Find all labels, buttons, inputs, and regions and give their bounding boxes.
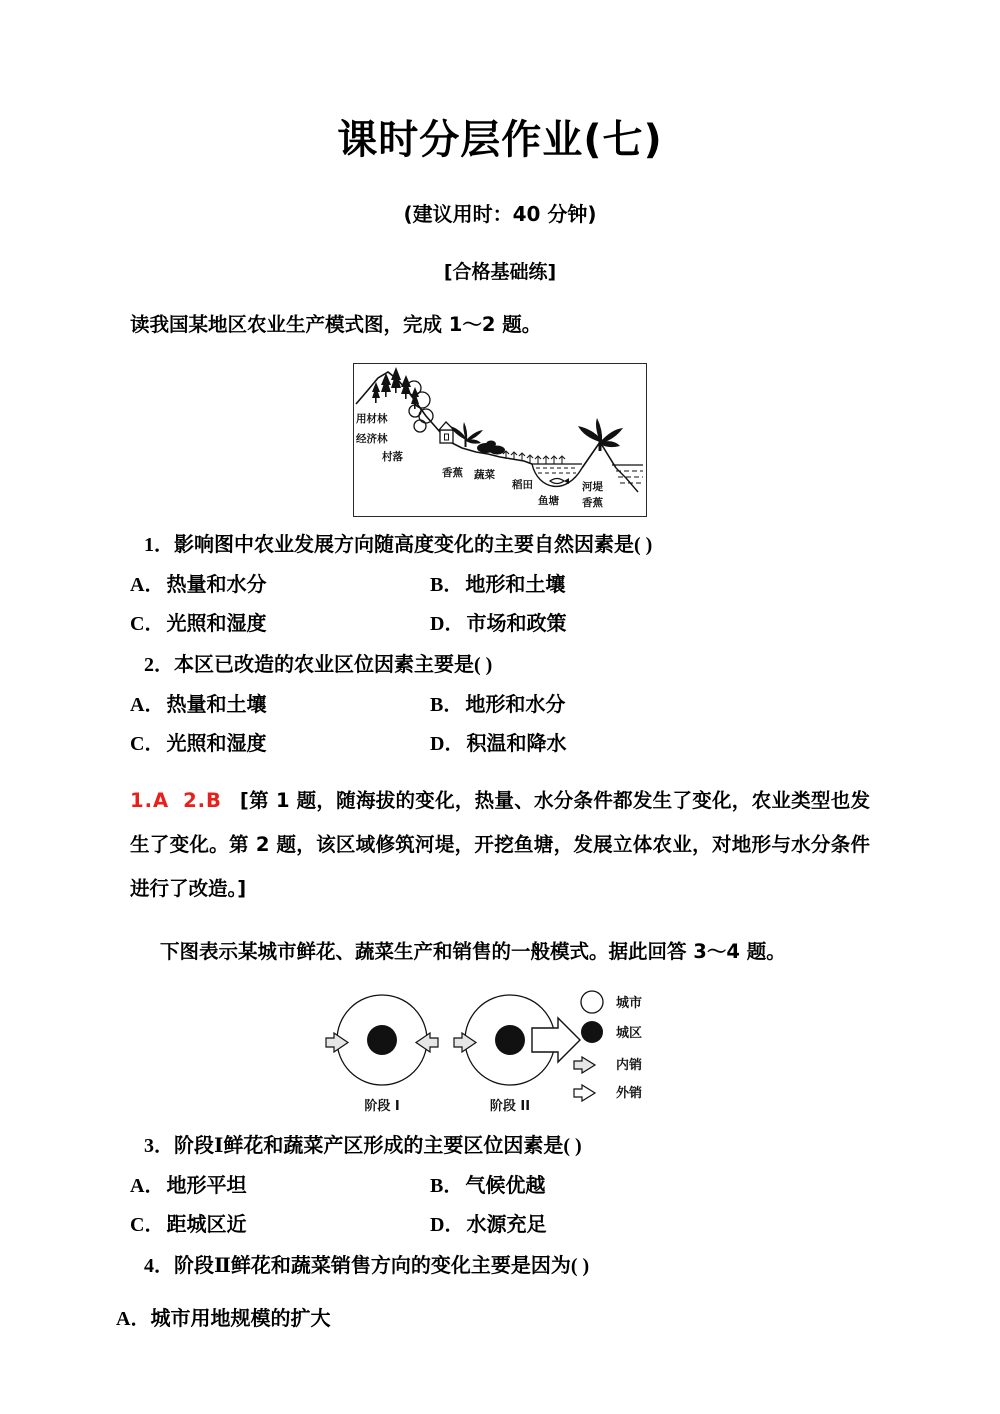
question-1-option-d[interactable]	[430, 611, 870, 637]
paddy-rows	[503, 451, 565, 464]
answer-key-2: 2.B	[183, 789, 222, 813]
label-embankment: 河堤	[582, 481, 603, 494]
conifer-trees	[372, 367, 419, 409]
question-1-option-a[interactable]	[130, 572, 430, 598]
label-village: 村落	[382, 451, 403, 464]
question-1-option-c[interactable]	[130, 611, 430, 637]
label-fish-pond: 鱼塘	[538, 495, 559, 508]
answer-explanation-block	[130, 757, 870, 911]
label-vegetables: 蔬菜	[474, 469, 495, 482]
answer-key-1: 1.A	[130, 789, 170, 813]
option-text: 距城区近	[166, 1214, 247, 1237]
block2-lead: 下图表示某城市鲜花、蔬菜生产和销售的一般模式。据此回答 3～4 题。	[160, 939, 786, 963]
option-text: 水源充足	[466, 1214, 547, 1237]
option-label: D．	[430, 733, 465, 756]
option-label: C．	[130, 733, 165, 756]
option-label: B．	[430, 574, 464, 597]
stage-1-diagram	[326, 995, 438, 1114]
legend-label-internal-sale: 内销	[616, 1058, 643, 1074]
stage-1-label: 阶段 I	[364, 1099, 400, 1115]
question-2-options-row-2	[130, 718, 870, 757]
legend-arrow-internal-icon	[574, 1057, 595, 1073]
question-3-options-row-1	[130, 1160, 870, 1199]
answer-keys	[130, 789, 222, 812]
option-label: D．	[430, 613, 465, 636]
label-embankment-banana: 香蕉	[582, 497, 603, 510]
figure-flower-vegetable-model	[320, 988, 680, 1118]
option-text: 积温和降水	[466, 733, 567, 756]
option-label: D．	[430, 1214, 465, 1237]
figure-legend	[574, 991, 642, 1101]
label-banana-slope: 香蕉	[442, 467, 463, 480]
figure-agricultural-model-wrapper	[130, 339, 870, 517]
suggested-time: (建议用时：40 分钟)	[403, 202, 597, 226]
option-label: C．	[130, 613, 165, 636]
legend-city-circle-icon	[581, 991, 603, 1013]
question-3-option-d[interactable]	[430, 1212, 870, 1238]
page-title: 课时分层作业(七)	[337, 117, 663, 163]
question-2-stem: 2．本区已改造的农业区位因素主要是( )	[144, 654, 493, 677]
option-text: 气候优越	[465, 1175, 546, 1198]
option-text: 光照和湿度	[166, 613, 267, 636]
option-text: 热量和水分	[166, 574, 267, 597]
arrow-inward-right-icon	[416, 1033, 438, 1052]
option-label: B．	[430, 1175, 464, 1198]
arrow-inward-left-icon	[454, 1033, 476, 1052]
question-1-options-row-2	[130, 598, 870, 637]
question-4-stem: 4．阶段Ⅱ鲜花和蔬菜销售方向的变化主要是因为( )	[144, 1255, 590, 1278]
question-4-option-a[interactable]: A．城市用地规模的扩大	[116, 1308, 331, 1331]
option-text: 光照和湿度	[166, 733, 267, 756]
arrow-outward-icon	[532, 1018, 580, 1062]
question-3-options-row-2	[130, 1199, 870, 1238]
question-1-options-row-1	[130, 559, 870, 598]
question-2-option-d[interactable]	[430, 731, 870, 757]
option-label: C．	[130, 1214, 165, 1237]
option-label: A．	[130, 574, 165, 597]
legend-label-urban: 城区	[616, 1026, 643, 1042]
banana-plant-slope	[450, 422, 483, 447]
legend-arrow-external-icon	[574, 1085, 595, 1101]
option-text: 地形平坦	[166, 1175, 247, 1198]
question-1-stem: 1．影响图中农业发展方向随高度变化的主要自然因素是( )	[144, 534, 653, 557]
section-tag: [合格基础练]	[443, 261, 557, 283]
label-paddy-field: 稻田	[512, 479, 533, 492]
legend-label-city: 城市	[616, 996, 643, 1012]
question-1-option-b[interactable]	[430, 572, 870, 598]
question-3-option-a[interactable]	[130, 1173, 430, 1199]
question-3-stem: 3．阶段Ⅰ鲜花和蔬菜产区形成的主要区位因素是( )	[144, 1135, 582, 1158]
option-text: 地形和土壤	[465, 574, 566, 597]
stage-2-label: 阶段 II	[489, 1099, 531, 1115]
answer-explanation-text: [第 1 题，随海拔的变化，热量、水分条件都发生了变化，农业类型也发生了变化。第 2 题，该区域修筑河堤，开挖鱼塘，发展立体农业，对地形与水分条件进行了改造。]	[130, 789, 870, 900]
option-label: A．	[130, 694, 165, 717]
arrow-inward-left-icon	[326, 1033, 348, 1052]
banana-plant-embankment	[578, 418, 623, 451]
fish-glyph	[550, 478, 569, 484]
option-label: A．	[130, 1175, 165, 1198]
question-2-option-a[interactable]	[130, 692, 430, 718]
figure-flower-vegetable-model-wrapper	[130, 966, 870, 1118]
option-text: 市场和政策	[466, 613, 567, 636]
option-text: 热量和土壤	[166, 694, 267, 717]
legend-label-external-sale: 外销	[616, 1086, 643, 1102]
legend-urban-circle-icon	[581, 1021, 603, 1043]
option-label: B．	[430, 694, 464, 717]
stage-2-diagram	[454, 995, 580, 1114]
question-2-options-row-1	[130, 679, 870, 718]
label-economic-forest: 经济林	[356, 433, 388, 446]
question-3-option-c[interactable]	[130, 1212, 430, 1238]
figure-agricultural-model	[353, 363, 647, 517]
question-2-option-b[interactable]	[430, 692, 870, 718]
option-text: 地形和水分	[465, 694, 566, 717]
village-house	[439, 422, 454, 443]
question-3-option-b[interactable]	[430, 1173, 870, 1199]
block1-lead: 读我国某地区农业生产模式图，完成 1～2 题。	[130, 313, 542, 336]
label-timber-forest: 用材林	[356, 413, 388, 426]
question-2-option-c[interactable]	[130, 731, 430, 757]
